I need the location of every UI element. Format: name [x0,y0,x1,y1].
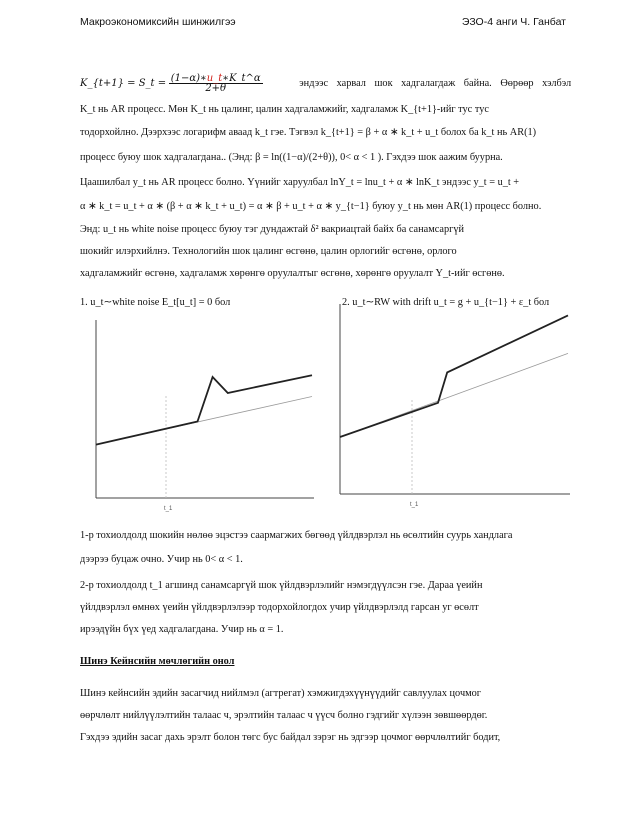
figure-2-chart [332,300,572,512]
paragraph-1-line: Энд: u_t нь white noise процесс буюу тэг дундажтай δ² вакриацтай байх ба санамсаргүй [80,224,465,235]
frac-num-a: (1−α)∗ [170,73,207,84]
paragraph-4-line: өөрчлөлт нийлүүлэлтийн талаас ч, эрэлтийн талаас ч үүсч болно гэдгийг хүлээн зөвшөөрдөг. [80,710,488,721]
formula-line [80,73,572,94]
paragraph-1-line: процесс буюу шок хадгалагдана.. (Энд: β = ln((1−α)/(2+θ)), 0< α < 1 ). Гэхдээ шок аажим буурна. [80,152,503,163]
paragraph-2-line: дээрээ буцаж очно. Учир нь 0< α < 1. [80,554,243,565]
paragraph-3-line: ирээдүйн бүх үед хадгалагдана. Учир нь α = 1. [80,624,284,635]
paragraph-1-line: хадгаламжийг өсгөнө, хадгаламж хөрөнгө оруулалтыг өсгөнө, хөрөнгө оруулалт Y_t-ийг өсгөнө. [80,268,505,279]
paragraph-1-line: K_t нь AR процесс. Мөн K_t нь цалинг, цалин хадгаламжийг, хадгаламж K_{t+1}-ийг тус тус [80,104,489,115]
paragraph-3-line: 2-р тохиолдолд t_1 агшинд санамсаргүй шок үйлдвэрлэлийг нэмэгдүүлсэн гэе. Дараа үеийн [80,580,483,591]
paragraph-1-line: Цаашилбал y_t нь AR процесс болно. Үүнийг харуулбал lnY_t = lnu_t + α ∗ lnK_t эндээс y_t = u_t + [80,177,520,188]
paragraph-3-line: үйлдвэрлэл өмнөх үеийн үйлдвэрлэлээр тодорхойлогдох учир үйлдвэрлэлд гарсан уг өсөлт [80,602,479,613]
frac-num-b: ∗K_t^α [222,73,261,84]
section-title: Шинэ Кейнсийн мөчлөгийн онол [80,656,235,667]
formula-text: эндээс харвал шок хадгалагдаж байна. Өөрөөр хэлбэл [299,77,572,89]
figure-2-caption: 2. u_t∼RW with drift u_t = g + u_{t−1} + ε_t бол [342,297,550,308]
figure-1-caption: 1. u_t∼white noise E_t[u_t] = 0 бол [80,297,231,308]
formula-lhs: K_{t+1} = S_t = [80,77,167,89]
running-header-left: Макроэкономиксийн шинжилгээ [80,16,236,28]
running-header-right: ЭЗО-4 анги Ч. Ганбат [461,16,566,28]
figure-1-chart [84,318,316,514]
figure-2-t1-label: t_1 [410,502,419,508]
paragraph-1-line: шокийг илэрхийлнэ. Технологийн шок цалинг өсгөнө, цалин орлогийг өсгөнө, орлого [80,246,457,257]
formula-fraction [169,74,263,93]
figure-2-output-line [340,315,568,437]
figure-1-t1-label: t_1 [164,506,173,512]
paragraph-4-line: Гэхдээ эдийн засаг дахь эрэлт болон төгс бус байдал зэрэг нь эдгээр цочмог өөрчлөлтийг бодит, [80,732,501,743]
paragraph-1-line: α ∗ k_t = u_t + α ∗ (β + α ∗ k_t + u_t) = α ∗ β + u_t + α ∗ y_{t−1} буюу y_t нь мөн AR(1) процесс болно. [80,201,542,212]
paragraph-4-line: Шинэ кейнсийн эдийн засагчид нийлмэл (агтрегат) хэмжигдэхүүнүүдийг савлуулах цочмог [80,688,482,699]
figure-1-output-line [96,375,312,444]
paragraph-1-line: тодорхойлно. Дээрхээс логарифм аваад k_t гэе. Тэгвэл k_{t+1} = β + α ∗ k_t + u_t болох ба k_t нь AR(1) [80,127,537,138]
paragraph-2-line: 1-р тохиолдолд шокийн нөлөө эцэстээ саармагжих бөгөөд үйлдвэрлэл нь өсөлтийн суурь хандлага [80,530,513,541]
frac-num-shock: u_t [206,73,223,84]
frac-den: 2+θ [205,83,227,94]
